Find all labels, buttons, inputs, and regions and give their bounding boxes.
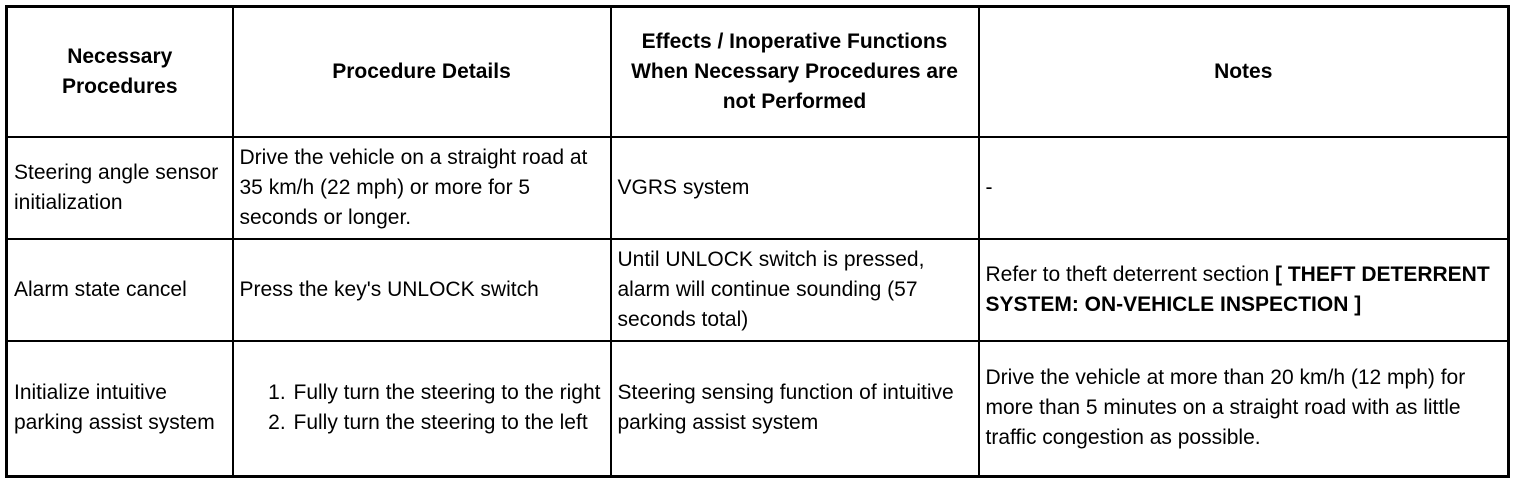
table-row xyxy=(7,341,1509,477)
cell-effects: VGRS system xyxy=(611,137,979,239)
header-procedure-details: Procedure Details xyxy=(233,7,611,138)
cell-details: Press the key's UNLOCK switch xyxy=(233,239,611,341)
cell-procedure: Alarm state cancel xyxy=(7,239,233,341)
notes-text: Refer to theft deterrent section xyxy=(985,262,1275,286)
cell-effects: Until UNLOCK switch is pressed, alarm will continue sounding (57 seconds total) xyxy=(611,239,979,341)
header-effects: Effects / Inoperative Functions When Necessary Procedures are not Performed xyxy=(611,7,979,138)
theft-deterrent-reference-link[interactable]: [ THEFT DETERRENT SYSTEM: ON-VEHICLE INSPECTION ] xyxy=(985,262,1490,316)
table-row xyxy=(7,137,1509,239)
table-header-row xyxy=(7,7,1509,138)
table-row xyxy=(7,239,1509,341)
list-item: 1. Fully turn the steering to the right xyxy=(292,378,604,408)
cell-notes xyxy=(979,239,1509,341)
header-necessary-procedures: Necessary Procedures xyxy=(7,7,233,138)
cell-notes: - xyxy=(979,137,1509,239)
procedures-table xyxy=(5,5,1510,478)
cell-details: Drive the vehicle on a straight road at 35 km/h (22 mph) or more for 5 seconds or longer. xyxy=(233,137,611,239)
cell-details xyxy=(233,341,611,477)
cell-procedure: Initialize intuitive parking assist system xyxy=(7,341,233,477)
cell-notes: Drive the vehicle at more than 20 km/h (12 mph) for more than 5 minutes on a straight road with as little traffic congestion as possible. xyxy=(979,341,1509,477)
cell-effects: Steering sensing function of intuitive parking assist system xyxy=(611,341,979,477)
list-item: 2. Fully turn the steering to the left xyxy=(292,408,604,438)
cell-procedure: Steering angle sensor initialization xyxy=(7,137,233,239)
procedure-steps-list xyxy=(240,378,604,438)
header-notes: Notes xyxy=(979,7,1509,138)
